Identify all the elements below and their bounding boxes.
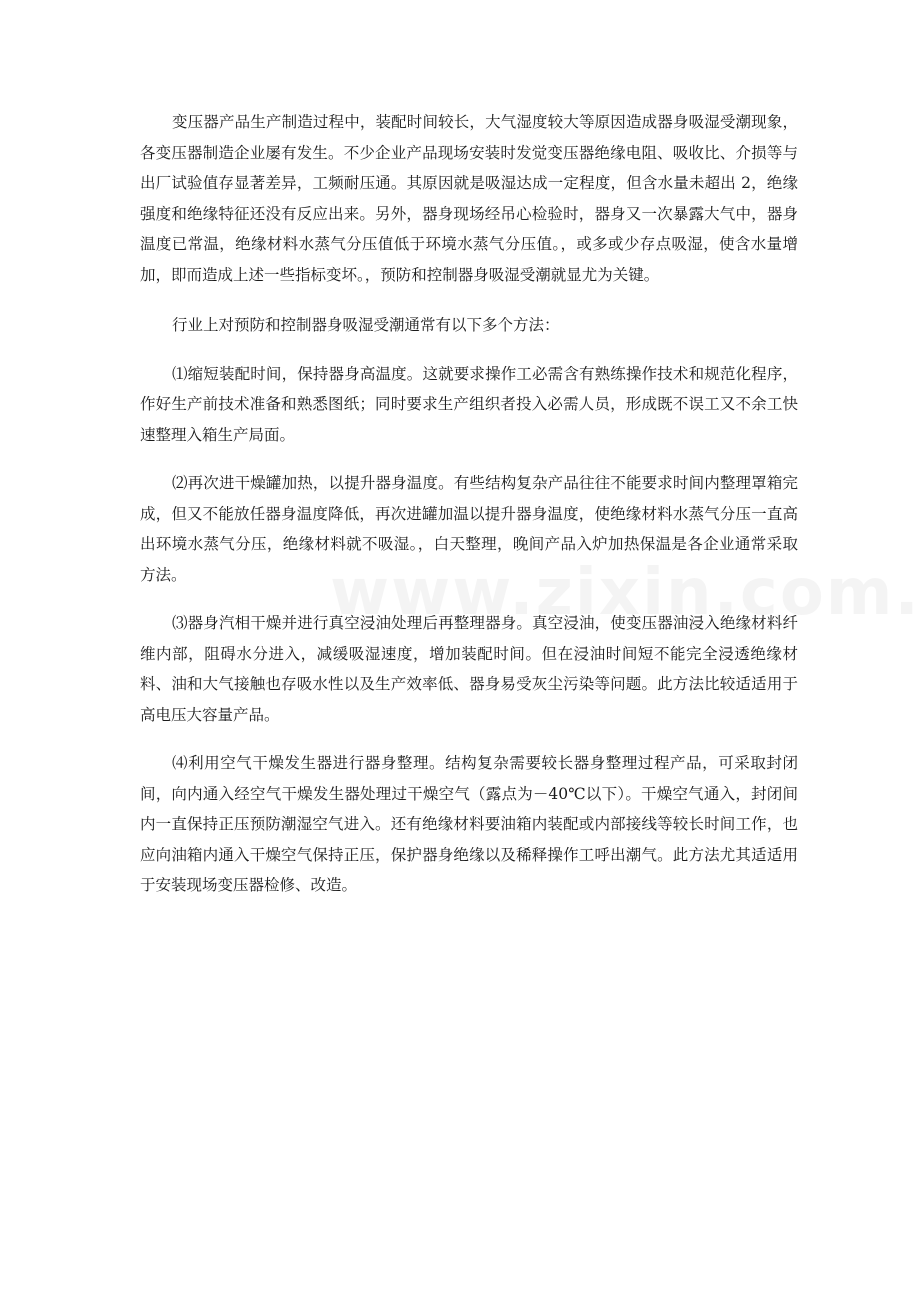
paragraph-method-2: ⑵再次进干燥罐加热，以提升器身温度。有些结构复杂产品往往不能要求时间内整理罩箱完成，但又不能放任器身温度降低，再次进罐加温以提升器身温度，使绝缘材料水蒸气分压一直高出环境水蒸气分压，绝缘材料就不吸湿。，白天整理，晚间产品入炉加热保温是各企业通常采取方法。: [140, 474, 798, 584]
paragraph-method-4: ⑷利用空气干燥发生器进行器身整理。结构复杂需要较长器身整理过程产品，可采取封闭间，向内通入经空气干燥发生器处理过干燥空气（露点为－40℃以下）。干燥空气通入，封闭间内一直保持正压预防潮湿空气进入。还有绝缘材料要油箱内装配或内部接线等较长时间工作，也应向油箱内通入干燥空气保持正压，保护器身绝缘以及稀释操作工呼出潮气。此方法尤其适适用于安装现场变压器检修、改造。: [140, 754, 798, 894]
paragraph-method-3: ⑶器身汽相干燥并进行真空浸油处理后再整理器身。真空浸油，使变压器油浸入绝缘材料纤维内部，阻碍水分进入，减缓吸湿速度，增加装配时间。但在浸油时间短不能完全浸透绝缘材料、油和大气接触也存吸水性以及生产效率低、器身易受灰尘污染等问题。此方法比较适适用于高电压大容量产品。: [140, 614, 798, 724]
paragraph-methods-heading: 行业上对预防和控制器身吸湿受潮通常有以下多个方法：: [172, 316, 560, 334]
document-body: [140, 107, 798, 901]
paragraph-method-1: ⑴缩短装配时间，保持器身高温度。这就要求操作工必需含有熟练操作技术和规范化程序，作好生产前技术准备和熟悉图纸；同时要求生产组织者投入必需人员，形成既不误工又不余工快速整理入箱生产局面。: [140, 364, 798, 444]
paragraph-intro: 变压器产品生产制造过程中，装配时间较长，大气湿度较大等原因造成器身吸湿受潮现象，各变压器制造企业屡有发生。不少企业产品现场安装时发觉变压器绝缘电阻、吸收比、介损等与出厂试验值存显著差异，工频耐压通。其原因就是吸湿达成一定程度，但含水量未超出 2，绝缘强度和绝缘特征还没有反应出来。另外，器身现场经吊心检验时，器身又一次暴露大气中，器身温度已常温，绝缘材料水蒸气分压值低于环境水蒸气分压值。，或多或少存点吸湿，使含水量增加，即而造成上述一些指标变坏。，预防和控制器身吸湿受潮就显尤为关键。: [140, 113, 798, 284]
